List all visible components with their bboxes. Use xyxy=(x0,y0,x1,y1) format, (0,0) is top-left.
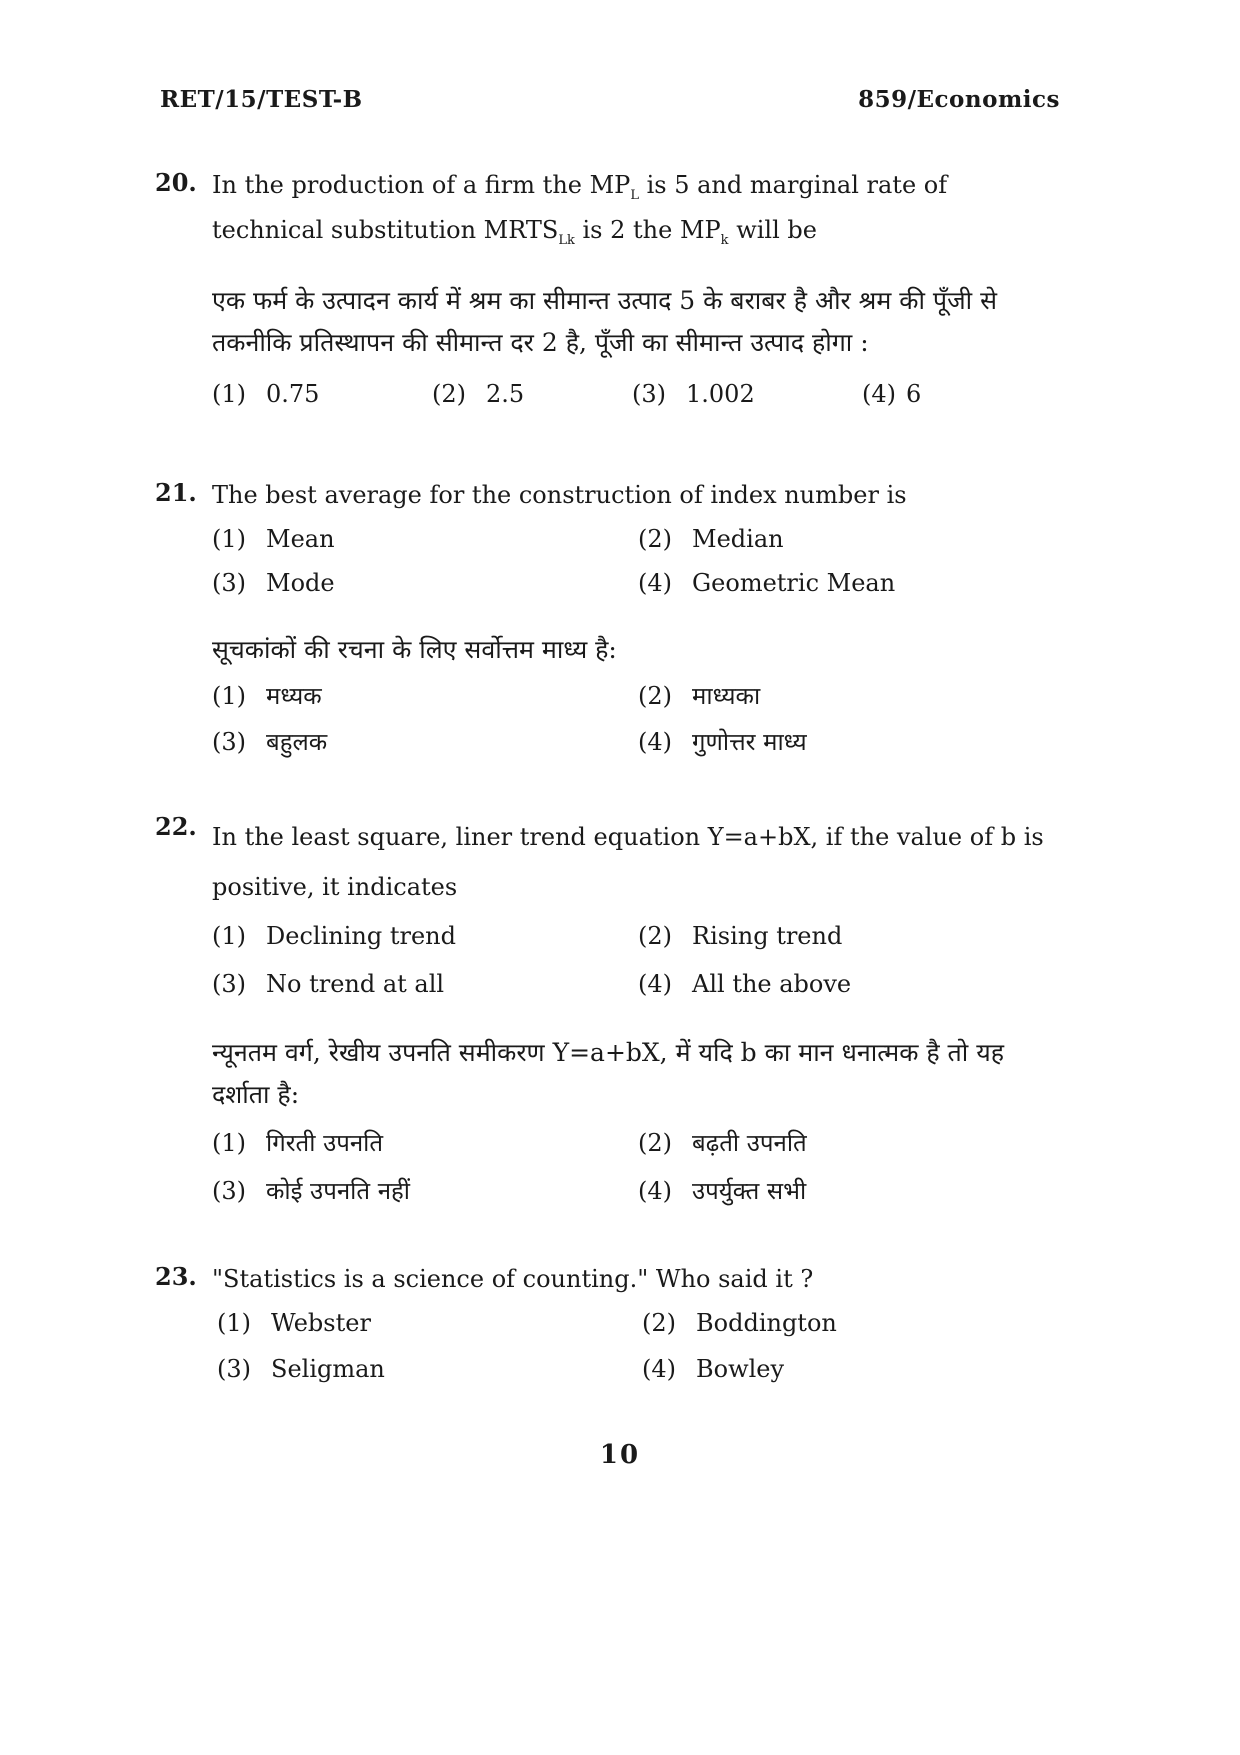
test-code: RET/15/TEST-B xyxy=(160,86,363,113)
option-2-hi: (2) माध्यका xyxy=(638,682,761,710)
option-3-hi: (3) कोई उपनति नहीं xyxy=(212,1177,410,1205)
options xyxy=(212,380,1060,420)
paper-subject: 859/Economics xyxy=(858,86,1060,113)
question-22 xyxy=(155,812,1060,1218)
question-number: 21. xyxy=(155,478,197,507)
option-1: (1) Declining trend xyxy=(212,922,456,950)
option-4: (4) 6 xyxy=(862,379,922,408)
option-1: (1) Mean xyxy=(212,525,335,553)
options-en xyxy=(212,922,1060,1018)
option-3: (3) Seligman xyxy=(217,1355,385,1383)
question-text-hi: एक फर्म के उत्पादन कार्य में श्रम का सीमान्त उत्पाद 5 के बराबर है और श्रम की पूँजी से तकनीकि प्रतिस्थापन की सीमान्त दर 2 है, पूँजी का सीमान्त उत्पाद होगा : xyxy=(212,285,997,357)
question-text-hi: सूचकांकों की रचना के लिए सर्वोत्तम माध्य है: xyxy=(212,635,617,664)
question-20 xyxy=(155,168,1060,420)
option-4-hi: (4) उपर्युक्त सभी xyxy=(638,1177,807,1205)
option-1: (1) Webster xyxy=(217,1309,371,1337)
option-4: (4) Geometric Mean xyxy=(638,569,896,597)
option-1-hi: (1) मध्यक xyxy=(212,682,322,710)
option-2-hi: (2) बढ़ती उपनति xyxy=(638,1129,807,1157)
option-2: (2) Rising trend xyxy=(638,922,843,950)
option-4: (4) All the above xyxy=(638,970,852,998)
option-1-hi: (1) गिरती उपनति xyxy=(212,1129,384,1157)
options-hi xyxy=(212,679,1060,769)
question-text-hi: न्यूनतम वर्ग, रेखीय उपनति समीकरण Y=a+bX, में यदि b का मान धनात्मक है तो यह दर्शाता है: xyxy=(212,1038,1005,1109)
question-21 xyxy=(155,478,1060,769)
option-3: (3) Mode xyxy=(212,569,335,597)
options-en xyxy=(212,1309,1060,1401)
page-number: 10 xyxy=(599,1440,641,1470)
option-1: (1) 0.75 xyxy=(212,379,320,408)
option-2: (2) Boddington xyxy=(642,1309,837,1337)
question-number: 20. xyxy=(155,168,197,197)
option-2: (2) 2.5 xyxy=(432,379,525,408)
option-2: (2) Median xyxy=(638,525,784,553)
options-hi xyxy=(212,1126,1060,1218)
question-text-en: In the least square, liner trend equation Y=a+bX, if the value of b is positive, it indicates xyxy=(212,823,1044,901)
question-number: 22. xyxy=(155,812,197,841)
option-3: (3) No trend at all xyxy=(212,970,445,998)
option-4-hi: (4) गुणोत्तर माध्य xyxy=(638,728,807,756)
option-4: (4) Bowley xyxy=(642,1355,785,1383)
option-3: (3) 1.002 xyxy=(632,379,755,408)
question-23 xyxy=(155,1262,1060,1401)
question-text-en: The best average for the construction of index number is xyxy=(212,481,907,509)
question-text-en: In the production of a firm the $MP_L$ is 5 and marginal rate of technical substitution $MRTS_{Lk}$ is 2 the $MP_k$ will be xyxy=(212,171,948,248)
option-3-hi: (3) बहुलक xyxy=(212,728,328,756)
question-number: 23. xyxy=(155,1262,197,1291)
options-en xyxy=(212,525,1060,615)
question-text-en: "Statistics is a science of counting." Who said it ? xyxy=(212,1265,814,1293)
